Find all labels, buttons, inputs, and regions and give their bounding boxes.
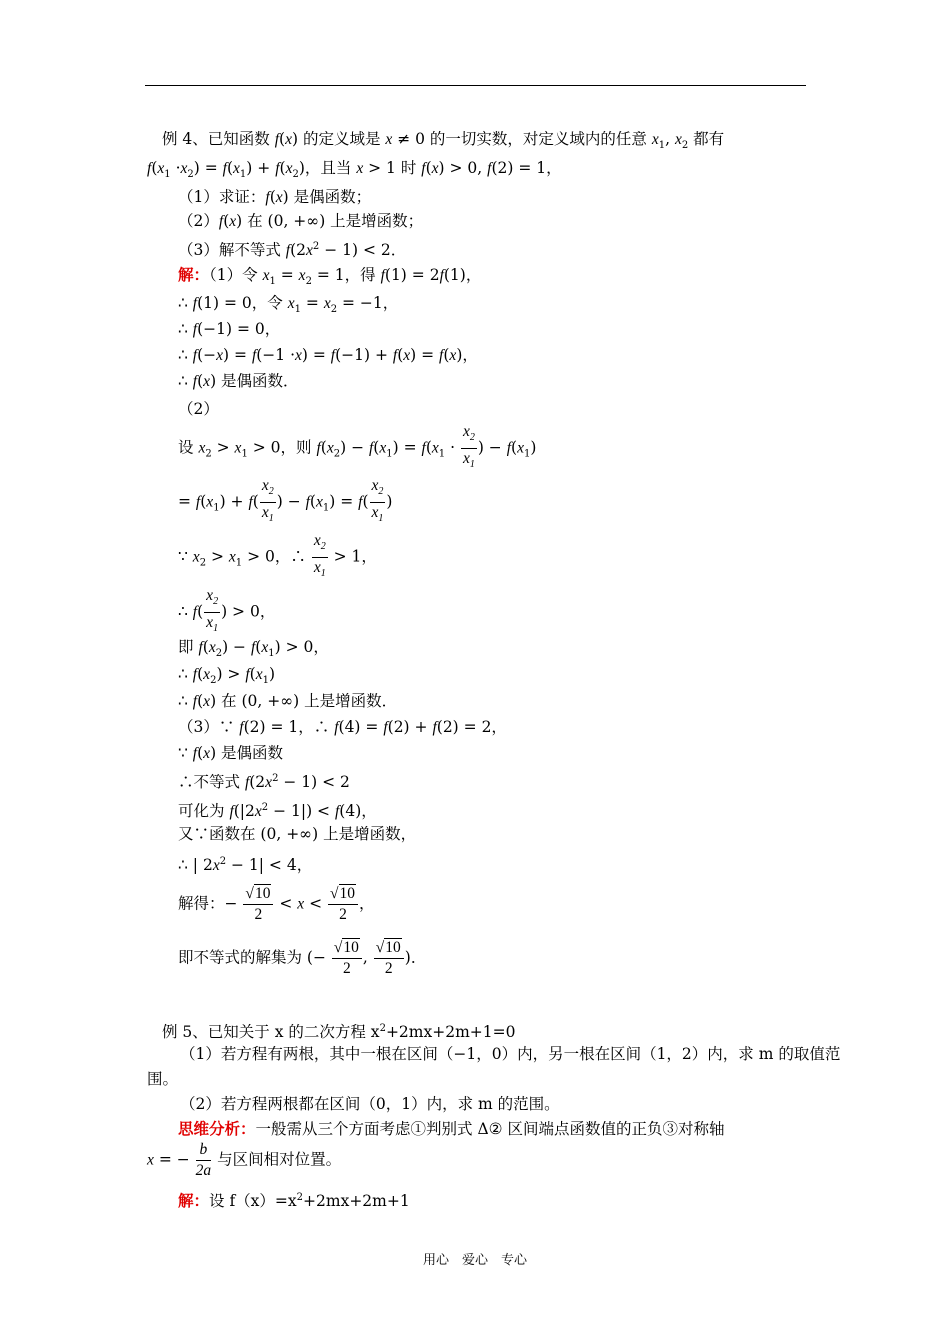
- ex4-solution-step-11: 即 $f(x_2) - f(x_1) > 0$，: [178, 638, 329, 660]
- ex4-solution-step-19: ∴ | $2x^2 - 1| < 4$，: [178, 856, 313, 875]
- ex4-solution-step-3: ∴ f(−1) = 0，: [178, 320, 281, 338]
- ex4-question-1: （1）求证：f(x) 是偶函数；: [178, 188, 372, 206]
- ex4-solution-step-2: ∴ f(1) = 0，令 $x_1 = x_2 = -1$，: [178, 294, 399, 316]
- ex5-title: 例 5、已知关于 x 的二次方程 $x^2+2mx+2m+1=0$: [162, 1023, 516, 1042]
- ex4-solution-step-14: （3）∵ f(2) = 1，∴ f(4) = f(2) + f(2) = 2，: [178, 718, 507, 736]
- ex4-solution-step-9: ∵ $x_2 > x_1 > 0$，∴ $\frac{x_2}{x_1}$ > 1，: [178, 532, 377, 580]
- ex5-analysis-line-2: x = − $\frac{b}{2a}$ 与区间相对位置。: [147, 1141, 342, 1179]
- ex5-part-2: （2）若方程两根都在区间（0，1）内，求 m 的范围。: [180, 1095, 560, 1113]
- analysis-label: 思维分析：: [178, 1119, 256, 1138]
- ex4-solution-step-21: 即不等式的解集为 (− $\frac{√10}{2}$ , $\frac{√10}{2}$ )．: [178, 939, 427, 977]
- ex4-solution-step-13: ∴ f(x) 在 (0, +∞) 上是增函数．: [178, 692, 398, 710]
- ex4-solution-step-12: ∴ $f(x_2) > f(x_1)$: [178, 665, 276, 687]
- ex4-solution-step-18: 又∵函数在 (0, +∞) 上是增函数，: [178, 825, 417, 843]
- solution-label-2: 解：: [178, 1191, 210, 1211]
- ex5-solution: 解：设 $f(x)=x^2+2mx+2m+1$: [178, 1191, 410, 1211]
- page-footer: 用心 爱心 专心: [422, 1253, 527, 1268]
- ex5-part-1-line-1: （1）若方程有两根，其中一根在区间（−1，0）内，另一根在区间（1，2）内，求 m 的取值范: [180, 1045, 841, 1063]
- ex5-part-1-line-2: 围。: [147, 1070, 179, 1088]
- ex4-question-3: （3）解不等式 $f(2x^2 - 1) < 2$．: [178, 241, 407, 260]
- ex4-solution-step-10: ∴ f( $\frac{x_2}{x_1}$ ) > 0，: [178, 587, 276, 635]
- ex4-solution-step-1: 解：（1）令 $x_1 = x_2 = 1$，得 f(1) = 2f(1)，: [178, 265, 482, 288]
- ex4-solution-step-8: = $f(x_1) + f$( $\frac{x_2}{x_1}$ ) − $f(x_1) = f$( $\frac{x_2}{x_1}$ ): [178, 477, 393, 525]
- ex4-solution-step-5: ∴ f(x) 是偶函数．: [178, 372, 299, 390]
- ex4-solution-step-7: 设 $x_2 > x_1 > 0$，则 $f(x_2) - f(x_1) = f(x_1$ · $\frac{x_2}{x_1}$ ) − $f(x_1)$: [178, 423, 537, 471]
- solution-label: 解：: [178, 265, 210, 284]
- ex4-solution-step-20: 解得：− $\frac{√10}{2}$ < x < $\frac{√10}{2}$ ，: [178, 885, 375, 923]
- ex4-solution-step-17: 可化为 $f(|2x^2 - 1|) < f(4)$，: [178, 802, 377, 821]
- ex4-intro-line-1: 例 4、已知函数 f(x) 的定义域是 x ≠ 0 的一切实数，对定义域内的任意 $x_1$, $x_2$ 都有: [162, 130, 725, 152]
- ex4-intro-line-2: $f(x_1 \cdot x_2) = f(x_1) + f(x_2)$，且当 x > 1 时 f(x) > 0, f(2) = 1，: [147, 159, 562, 181]
- ex4-question-2: （2）f(x) 在 (0, +∞) 上是增函数；: [178, 212, 424, 230]
- ex4-solution-step-4: ∴ f(−x) = f(−1 ·x) = f(−1) + f(x) = f(x)，: [178, 346, 478, 364]
- ex4-solution-step-16: ∴不等式 $f(2x^2 - 1) < 2$: [178, 773, 350, 792]
- header-rule: [145, 85, 806, 86]
- ex5-analysis-line-1: 思维分析：一般需从三个方面考虑①判别式 Δ② 区间端点函数值的正负③对称轴: [178, 1119, 725, 1138]
- ex4-solution-step-15: ∵ f(x) 是偶函数: [178, 744, 284, 762]
- ex4-solution-step-6: （2）: [178, 400, 219, 418]
